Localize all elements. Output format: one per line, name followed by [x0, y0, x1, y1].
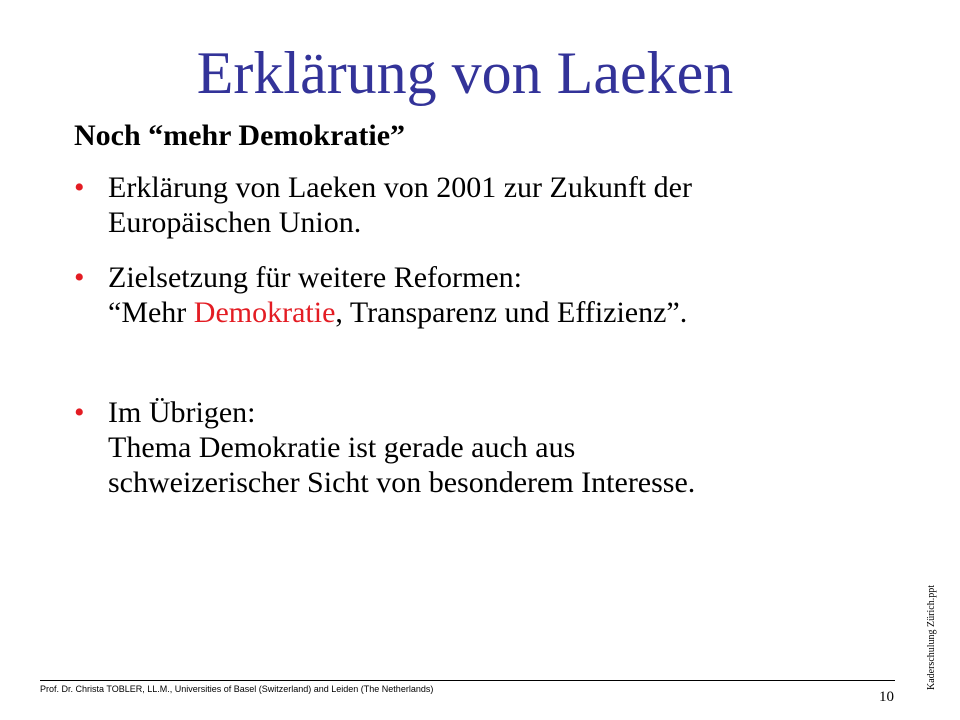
bullet-line: Thema Demokratie ist gerade auch aus [108, 431, 576, 464]
quote-text-end: , Transparenz und Effizienz”. [335, 296, 688, 329]
bullet-line: Erklärung von Laeken von 2001 zur Zukunft der [108, 171, 692, 204]
quote-text-start: “Mehr [108, 296, 194, 329]
bullet-text [108, 395, 868, 500]
bullet-line [108, 295, 868, 330]
bullet-text [108, 260, 868, 330]
bullet-line: Im Übrigen: [108, 396, 256, 429]
bullet-dot-icon: • [74, 171, 85, 204]
bullet-line: Zielsetzung für weitere Reformen: [108, 261, 522, 294]
slide-title: Erklärung von Laeken [196, 40, 734, 106]
slide-subtitle: Noch “mehr Demokratie” [74, 119, 406, 152]
footer-author: Prof. Dr. Christa TOBLER, LL.M., Universities of Basel (Switzerland) and Leiden (The Netherlands) [40, 684, 434, 694]
bullet-dot-icon: • [74, 396, 85, 429]
side-note: Kaderschulung Zürich.ppt [926, 585, 937, 690]
footer-divider [40, 680, 895, 681]
highlighted-word: Demokratie [193, 296, 336, 329]
page-number: 10 [879, 689, 894, 705]
bullet-line: Europäischen Union. [108, 206, 362, 239]
bullet-text [108, 170, 868, 240]
bullet-dot-icon: • [74, 261, 85, 294]
bullet-line: schweizerischer Sicht von besonderem Interesse. [108, 466, 696, 499]
